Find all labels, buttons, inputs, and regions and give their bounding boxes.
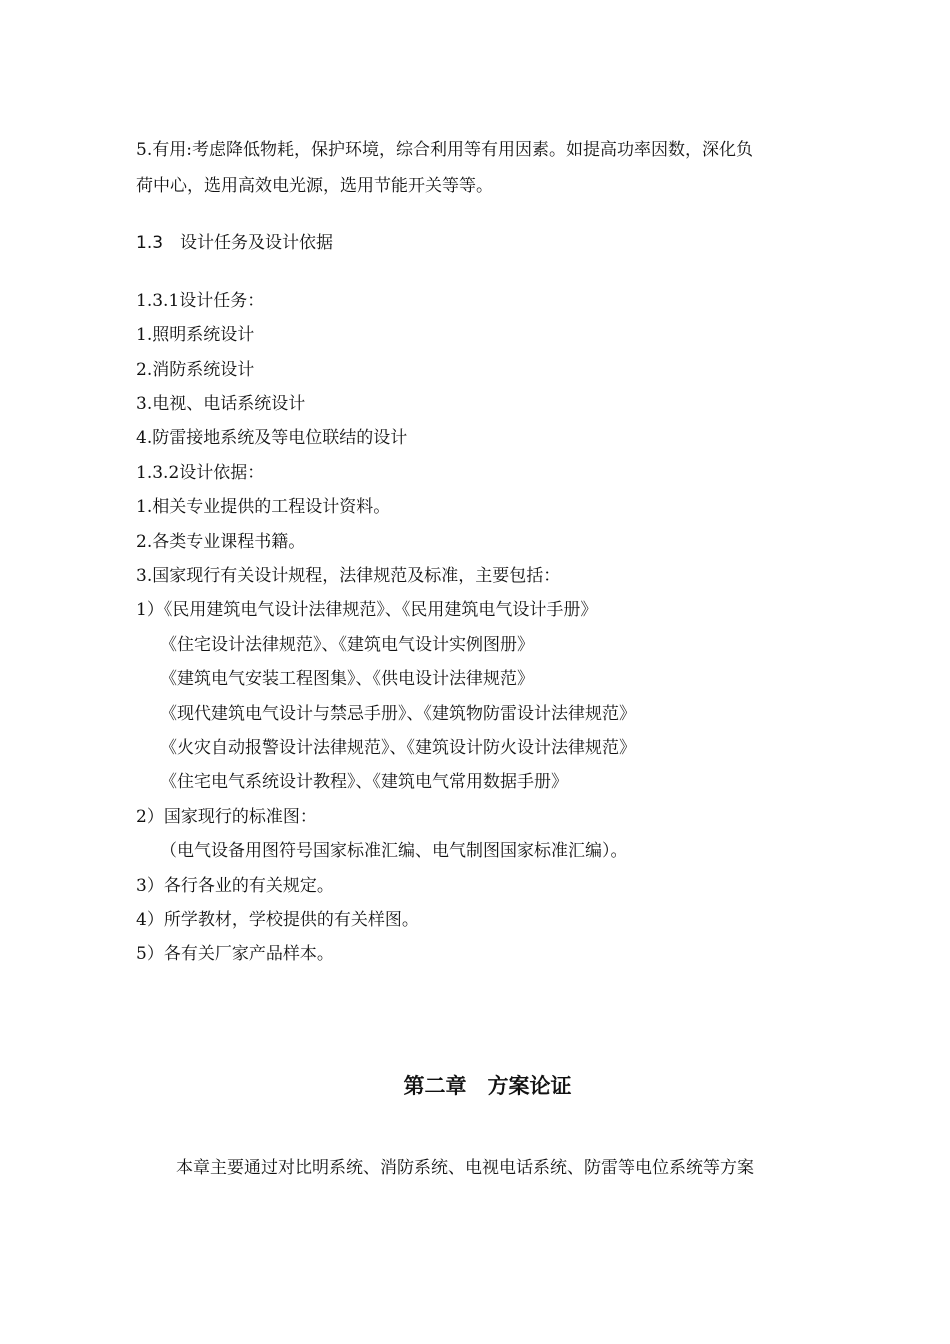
basis-title: 1.3.2设计依据： (136, 463, 265, 483)
reference-books-line: 《建筑电气安装工程图集》、《供电设计法律规范》 (160, 669, 534, 689)
basis-item: 2.各类专业课程书籍。 (136, 532, 306, 552)
task-item: 2.消防系统设计 (136, 360, 255, 380)
reference-item-4: 4）所学教材，学校提供的有关样图。 (136, 910, 419, 930)
task-item: 4.防雷接地系统及等电位联结的设计 (136, 428, 408, 448)
para-useful-line-1: 5.有用:考虑降低物耗，保护环境，综合利用等有用因素。如提高功率因数，深化负 (136, 140, 753, 160)
chapter-title: 第二章 方案论证 (403, 1074, 572, 1098)
reference-item-1: 1）《民用建筑电气设计法律规范》、《民用建筑电气设计手册》 (136, 600, 598, 620)
basis-item: 3.国家现行有关设计规程，法律规范及标准，主要包括： (136, 566, 561, 586)
para-useful-line-2: 荷中心，选用高效电光源，选用节能开关等等。 (136, 176, 493, 196)
section-heading-1-3: 1.3 设计任务及设计依据 (136, 233, 334, 253)
basis-item: 1.相关专业提供的工程设计资料。 (136, 497, 391, 517)
reference-item-2-detail: （电气设备用图符号国家标准汇编、电气制图国家标准汇编）。 (160, 841, 628, 861)
reference-books-line: 《火灾自动报警设计法律规范》、《建筑设计防火设计法律规范》 (160, 738, 636, 758)
reference-books-line: 《现代建筑电气设计与禁忌手册》、《建筑物防雷设计法律规范》 (160, 704, 636, 724)
tasks-title: 1.3.1设计任务： (136, 291, 265, 311)
reference-books-line: 《住宅电气系统设计教程》、《建筑电气常用数据手册》 (160, 772, 568, 792)
task-item: 1.照明系统设计 (136, 325, 255, 345)
chapter-intro-paragraph: 本章主要通过对比明系统、消防系统、电视电话系统、防雷等电位系统等方案 (176, 1158, 754, 1178)
task-item: 3.电视、电话系统设计 (136, 394, 306, 414)
reference-books-line: 《住宅设计法律规范》、《建筑电气设计实例图册》 (160, 635, 534, 655)
reference-item-2: 2）国家现行的标准图： (136, 807, 317, 827)
reference-item-5: 5）各有关厂家产品样本。 (136, 944, 334, 964)
reference-item-3: 3）各行各业的有关规定。 (136, 876, 334, 896)
